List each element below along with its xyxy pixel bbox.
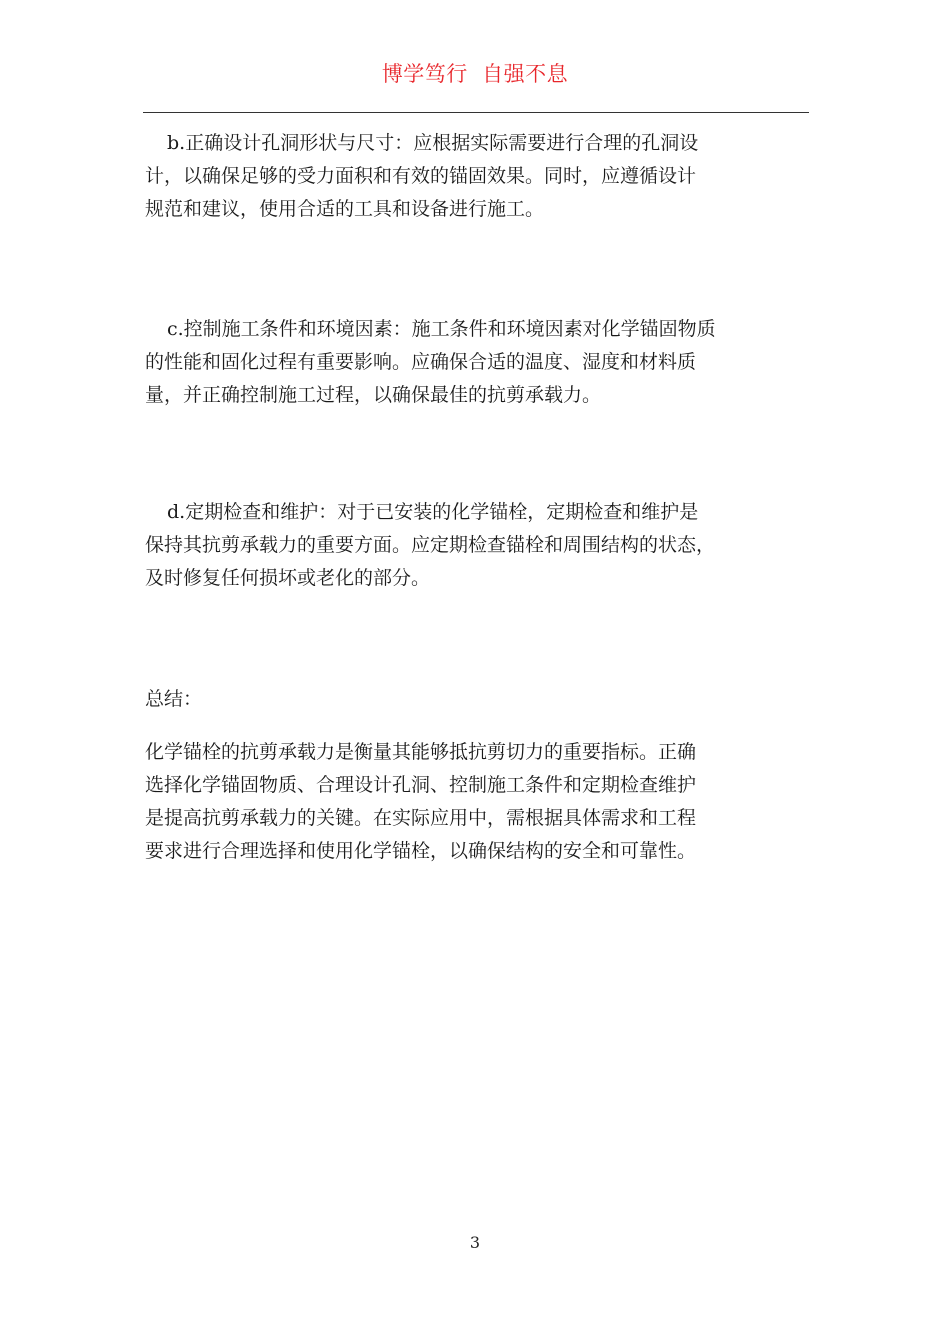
summary-heading-text: 总结： <box>145 688 203 710</box>
paragraph-c-line-2: 的性能和固化过程有重要影响。应确保合适的温度、湿度和材料质 <box>145 351 697 373</box>
paragraph-b-line-1: b.正确设计孔洞形状与尺寸：应根据实际需要进行合理的孔洞设 <box>167 132 699 154</box>
summary-line-1: 化学锚栓的抗剪承载力是衡量其能够抵抗剪切力的重要指标。正确 <box>145 741 697 763</box>
summary-line-4: 要求进行合理选择和使用化学锚栓，以确保结构的安全和可靠性。 <box>145 840 697 862</box>
summary-heading <box>145 683 815 716</box>
summary-line-2: 选择化学锚固物质、合理设计孔洞、控制施工条件和定期检查维护 <box>145 774 697 796</box>
paragraph-c-line-1: c.控制施工条件和环境因素：施工条件和环境因素对化学锚固物质 <box>167 318 716 340</box>
paragraph-c-line-3: 量，并正确控制施工过程，以确保最佳的抗剪承载力。 <box>145 384 602 406</box>
paragraph-b <box>145 127 815 226</box>
paragraph-d-line-2: 保持其抗剪承载力的重要方面。应定期检查锚栓和周围结构的状态， <box>145 534 716 556</box>
paragraph-d <box>145 496 815 595</box>
paragraph-b-line-2: 计，以确保足够的受力面积和有效的锚固效果。同时，应遵循设计 <box>145 165 697 187</box>
page-number: 3 <box>469 1233 481 1252</box>
paragraph-b-line-3: 规范和建议，使用合适的工具和设备进行施工。 <box>145 198 545 220</box>
page-header-title: 博学笃行 自强不息 <box>381 62 569 86</box>
summary-line-3: 是提高抗剪承载力的关键。在实际应用中，需根据具体需求和工程 <box>145 807 697 829</box>
paragraph-d-line-3: 及时修复任何损坏或老化的部分。 <box>145 567 431 589</box>
summary-paragraph <box>145 736 815 868</box>
paragraph-d-line-1: d.定期检查和维护：对于已安装的化学锚栓，定期检查和维护是 <box>167 501 699 523</box>
header-divider <box>143 112 809 113</box>
paragraph-c <box>145 313 815 412</box>
